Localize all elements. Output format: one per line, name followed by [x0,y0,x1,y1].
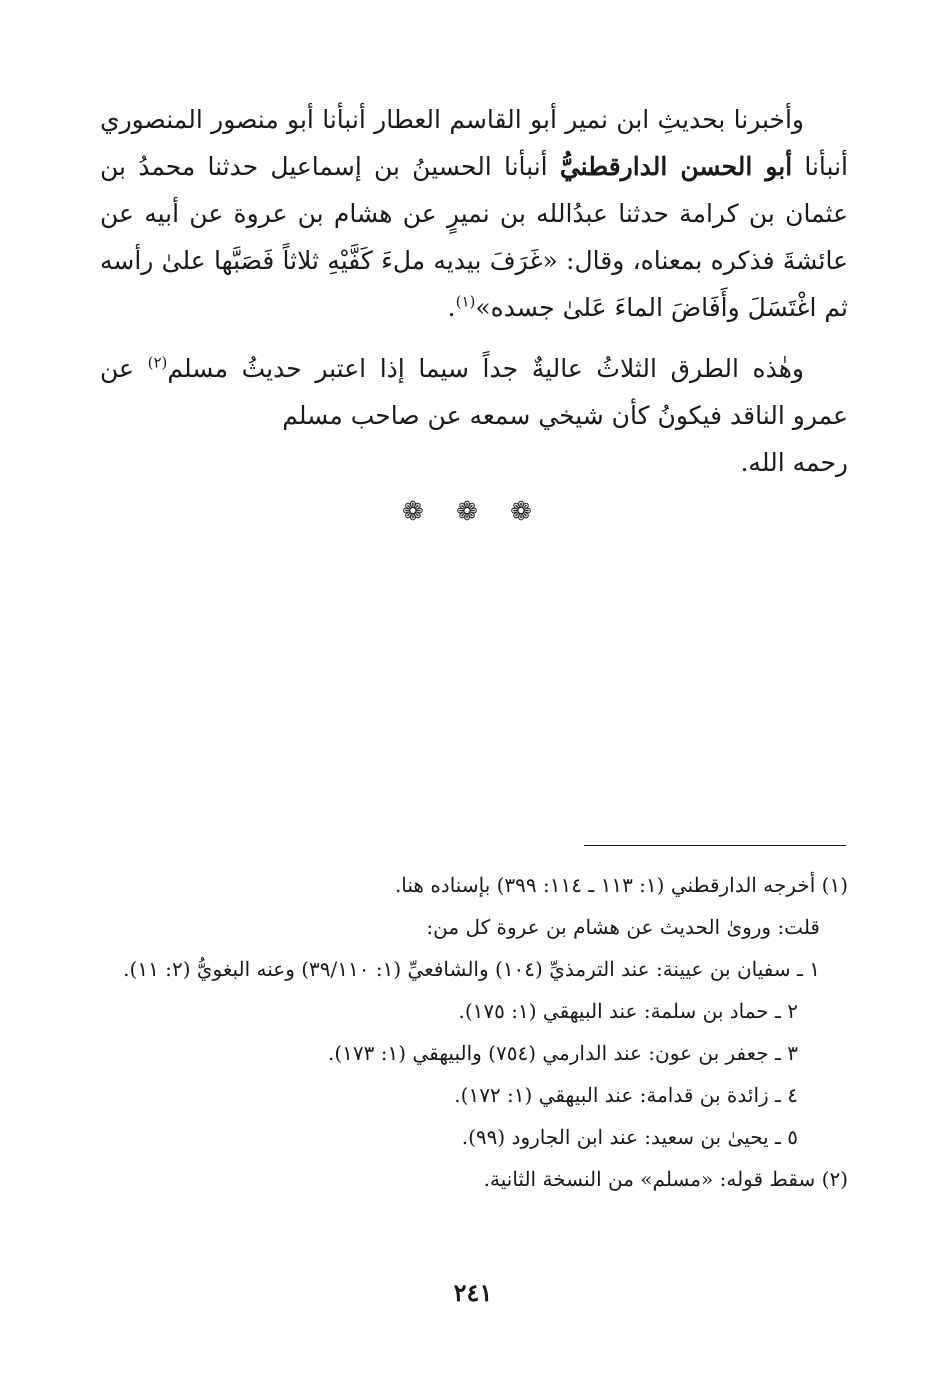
footnote-item-3: ٣ ـ جعفر بن عون: عند الدارمي (٧٥٤) والبيهقي (١: ١٧٣). [328,1041,798,1065]
footnote-item-2: ٢ ـ حماد بن سلمة: عند البيهقي (١: ١٧٥). [458,999,798,1023]
footnote-item-5: ٥ ـ يحيىٰ بن سعيد: عند ابن الجارود (٩٩). [461,1125,798,1149]
paragraph-2 [100,345,848,486]
paragraph-1 [100,96,848,331]
paragraph-1-text-b: أنبأنا الحسينُ بن إسماعيل حدثنا محمدُ بن عثمان بن كرامة حدثنا عبدُالله بن نميرٍ عن هشام بن عروة عن أبيه عن عائشةَ فذكره بمعناه، وقال: «غَرَفَ بيديه ملءَ كَفَّيْهِ ثلاثاً فَصَبَّها علىٰ رأسه ثم اغْتَسَلَ وأَفَاضَ الماءَ عَلىٰ جسده» [100,152,848,322]
paragraph-2-text-a: وهٰذه الطرق الثلاثُ عاليةٌ جداً سيما إذا اعتبر حديثُ مسلم [167,354,804,383]
paragraph-1-end: . [447,293,456,322]
page-number: ٢٤١ [453,1278,493,1307]
footnote-ref-2[interactable]: (٢) [147,353,168,372]
footnote-ref-1[interactable]: (١) [455,292,476,311]
paragraph-1-text-a: وأخبرنا بحديثِ ابن نمير أبو القاسم العطار أنبأنا أبو منصور المنصوري أنبأنا [100,105,848,181]
main-text [100,96,848,486]
footnote-1: (١) أخرجه الدارقطني (١: ١١٣ ـ ١١٤: ٣٩٩) بإسناده هنا. [394,873,848,897]
bold-name: أبو الحسن الدارقطنيُّ [559,152,793,181]
footnote-item-4: ٤ ـ زائدة بن قدامة: عند البيهقي (١: ١٧٢). [454,1083,798,1107]
section-ornament: ❁ ❁ ❁ [402,497,544,527]
footnote-note: قلت: ورویٰ الحديث عن هشام بن عروة كل من: [426,915,820,939]
footnote-item-1: ١ ـ سفيان بن عيينة: عند الترمذيِّ (١٠٤) والشافعيِّ (١: ٣٩/١١٠) وعنه البغويُّ (٢: ١١). [123,957,820,981]
footnotes [100,864,848,1200]
paragraph-2-closing: رحمه الله. [740,448,848,477]
footnote-2: (٢) سقط قوله: «مسلم» من النسخة الثانية. [483,1167,848,1191]
footnote-divider [584,845,846,846]
paragraph-2-text-b: عن عمرو الناقد فيكونُ كأن شيخي سمعه عن صاحب مسلم [100,354,848,430]
